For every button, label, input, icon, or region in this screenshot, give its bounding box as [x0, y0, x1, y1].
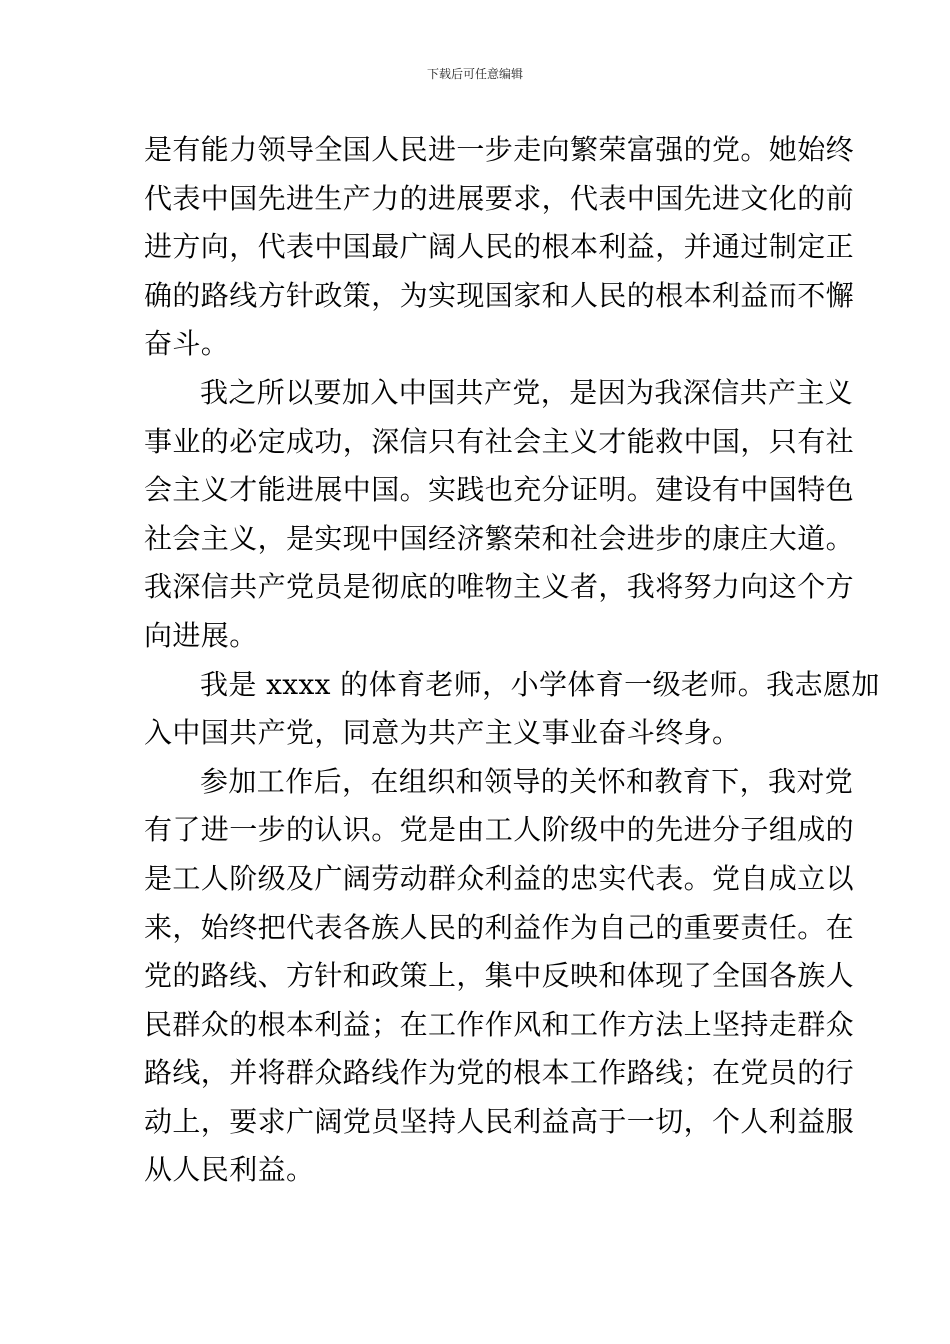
- body-line: 党的路线、方针和政策上，集中反映和体现了全国各族人: [144, 959, 855, 993]
- body-line: 从人民利益。: [144, 1153, 315, 1187]
- body-line: 事业的必定成功，深信只有社会主义才能救中国，只有社: [144, 424, 855, 458]
- body-line: 路线，并将群众路线作为党的根本工作路线；在党员的行: [144, 1056, 855, 1090]
- body-line: 确的路线方针政策，为实现国家和人民的根本利益而不懈: [144, 278, 855, 312]
- paragraph-first-line: 参加工作后，在组织和领导的关怀和教育下，我对党: [200, 764, 854, 798]
- body-line: 进方向，代表中国最广阔人民的根本利益，并通过制定正: [144, 230, 855, 264]
- paragraph-first-line: 我之所以要加入中国共产党，是因为我深信共产主义: [200, 375, 854, 409]
- body-line: 我深信共产党员是彻底的唯物主义者，我将努力向这个方: [144, 570, 855, 604]
- body-line: 奋斗。: [144, 327, 230, 361]
- paragraph-first-line: 我是 xxxx 的体育老师，小学体育一级老师。我志愿加: [200, 667, 880, 701]
- body-line: 入中国共产党，同意为共产主义事业奋斗终身。: [144, 716, 741, 750]
- body-line: 向进展。: [144, 618, 258, 652]
- body-line: 是工人阶级及广阔劳动群众利益的忠实代表。党自成立以: [144, 861, 855, 895]
- body-line: 社会主义，是实现中国经济繁荣和社会进步的康庄大道。: [144, 521, 855, 555]
- body-line: 民群众的根本利益；在工作作风和工作方法上坚持走群众: [144, 1007, 855, 1041]
- body-line: 代表中国先进生产力的进展要求，代表中国先进文化的前: [144, 181, 855, 215]
- page-header-note: 下载后可任意编辑: [426, 67, 523, 81]
- body-line: 是有能力领导全国人民进一步走向繁荣富强的党。她始终: [144, 133, 855, 166]
- body-line: 有了进一步的认识。党是由工人阶级中的先进分子组成的: [144, 813, 855, 847]
- body-line: 会主义才能进展中国。实践也充分证明。建设有中国特色: [144, 473, 855, 507]
- body-line: 动上，要求广阔党员坚持人民利益高于一切，个人利益服: [144, 1104, 855, 1138]
- body-line: 来，始终把代表各族人民的利益作为自己的重要责任。在: [144, 910, 855, 944]
- document-body: [144, 126, 880, 1195]
